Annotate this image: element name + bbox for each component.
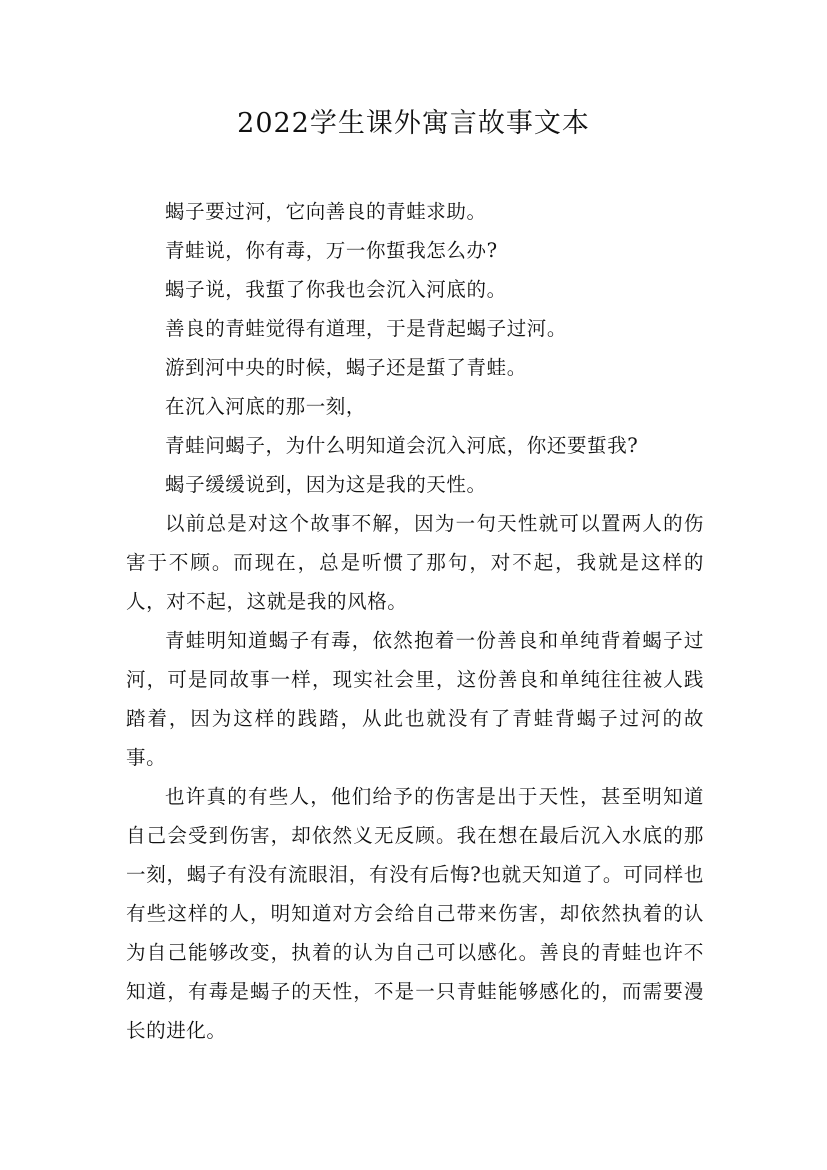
paragraph: 青蛙问蝎子，为什么明知道会沉入河底，你还要蜇我? (165, 434, 639, 457)
paragraph: 蝎子说，我蜇了你我也会沉入河底的。 (165, 278, 507, 301)
paragraph: 也许真的有些人，他们给予的伤害是出于天性，甚至明知道自己会受到伤害，却依然义无反顾。我在想在最后沉入水底的那一刻，蝎子有没有流眼泪，有没有后悔?也就天知道了。可同样也有些这样的人，明知道对方会给自己带来伤害，却依然执着的认为自己能够改变，执着的认为自己可以感化。善良的青蛙也许不知道，有毒是蝎子的天性，不是一只青蛙能够感化的，而需要漫长的进化。 (126, 785, 704, 1042)
document-title: 2022学生课外寓言故事文本 (237, 108, 590, 139)
paragraph: 蝎子缓缓说到，因为这是我的天性。 (165, 473, 487, 496)
paragraph: 游到河中央的时候，蝎子还是蜇了青蛙。 (165, 356, 527, 379)
paragraph: 在沉入河底的那一刻， (165, 395, 367, 418)
paragraph: 青蛙明知道蝎子有毒，依然抱着一份善良和单纯背着蝎子过河，可是同故事一样，现实社会里，这份善良和单纯往往被人践踏着，因为这样的践踏，从此也就没有了青蛙背蝎子过河的故事。 (126, 629, 704, 769)
paragraph: 蝎子要过河，它向善良的青蛙求助。 (165, 200, 487, 223)
paragraph: 青蛙说，你有毒，万一你蜇我怎么办? (165, 239, 498, 262)
paragraph: 以前总是对这个故事不解，因为一句天性就可以置两人的伤害于不顾。而现在，总是听惯了那句，对不起，我就是这样的人，对不起，这就是我的风格。 (126, 512, 704, 613)
document-body (126, 192, 704, 1050)
paragraph: 善良的青蛙觉得有道理，于是背起蝎子过河。 (165, 317, 568, 340)
